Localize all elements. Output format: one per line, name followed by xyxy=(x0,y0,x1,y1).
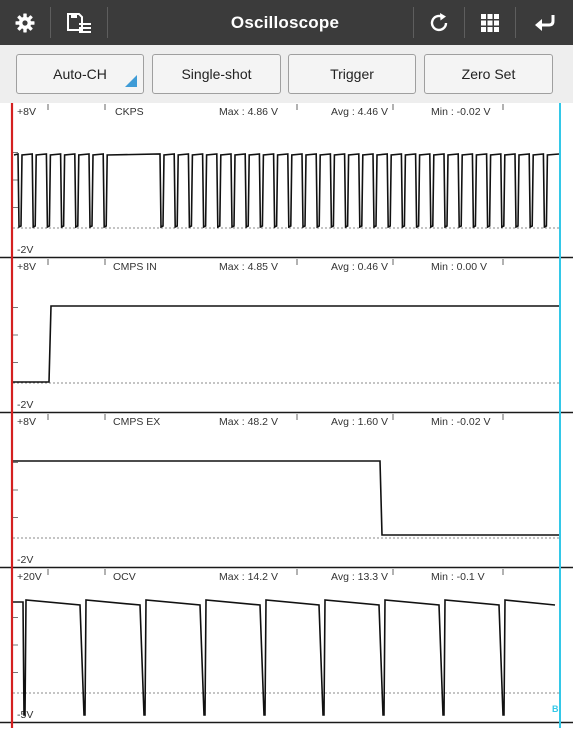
ocv-trace xyxy=(13,600,555,715)
zero-set-button[interactable] xyxy=(424,54,553,94)
cmps-in-trace xyxy=(13,306,559,382)
trigger-label: Trigger xyxy=(330,66,374,82)
channel-panel-3 xyxy=(0,414,573,568)
single-shot-button[interactable] xyxy=(152,54,281,94)
waveform-area[interactable] xyxy=(0,103,573,728)
settings-button[interactable] xyxy=(0,0,50,45)
scale-top-label: +8V xyxy=(17,106,36,118)
min-readout: Min : 0.00 V xyxy=(431,261,488,273)
avg-readout: Avg : 4.46 V xyxy=(331,106,389,118)
back-button[interactable] xyxy=(516,0,573,45)
gear-icon xyxy=(15,13,35,33)
scale-bottom-label: -2V xyxy=(17,399,34,411)
channel-name: CKPS xyxy=(115,106,144,118)
avg-readout: Avg : 0.46 V xyxy=(331,261,389,273)
dropdown-corner-icon xyxy=(125,75,137,87)
back-arrow-icon xyxy=(534,13,556,33)
auto-ch-label: Auto-CH xyxy=(53,66,107,82)
scale-top-label: +20V xyxy=(17,571,42,583)
function-button-row xyxy=(0,45,573,103)
trigger-button[interactable] xyxy=(288,54,416,94)
channel-name: CMPS IN xyxy=(113,261,157,273)
channel-panel-2 xyxy=(0,259,573,413)
avg-readout: Avg : 1.60 V xyxy=(331,416,389,428)
min-readout: Min : -0.02 V xyxy=(431,416,491,428)
save-menu-button[interactable] xyxy=(51,0,107,45)
zero-set-label: Zero Set xyxy=(461,66,516,82)
channel-name: OCV xyxy=(113,571,136,583)
auto-ch-button[interactable] xyxy=(16,54,144,94)
ckps-trace xyxy=(14,154,559,227)
max-readout: Max : 48.2 V xyxy=(219,416,278,428)
grid-icon xyxy=(480,13,500,33)
top-toolbar xyxy=(0,0,573,45)
max-readout: Max : 4.86 V xyxy=(219,106,278,118)
single-shot-label: Single-shot xyxy=(181,66,252,82)
refresh-icon xyxy=(428,12,450,34)
cursor-b-label: B xyxy=(552,704,559,714)
app-title: Oscilloscope xyxy=(230,12,340,32)
cmps-ex-trace xyxy=(13,461,559,535)
scale-top-label: +8V xyxy=(17,416,36,428)
max-readout: Max : 4.85 V xyxy=(219,261,278,273)
scale-bottom-label: -2V xyxy=(17,554,34,566)
avg-readout: Avg : 13.3 V xyxy=(331,571,389,583)
scale-bottom-label: -5V xyxy=(17,709,34,721)
save-list-icon xyxy=(66,12,92,34)
min-readout: Min : -0.1 V xyxy=(431,571,485,583)
min-readout: Min : -0.02 V xyxy=(431,106,491,118)
max-readout: Max : 14.2 V xyxy=(219,571,278,583)
scale-top-label: +8V xyxy=(17,261,36,273)
grid-view-button[interactable] xyxy=(465,0,515,45)
scale-bottom-label: -2V xyxy=(17,244,34,256)
refresh-button[interactable] xyxy=(414,0,464,45)
scope-display[interactable] xyxy=(0,103,573,728)
channel-name: CMPS EX xyxy=(113,416,161,428)
